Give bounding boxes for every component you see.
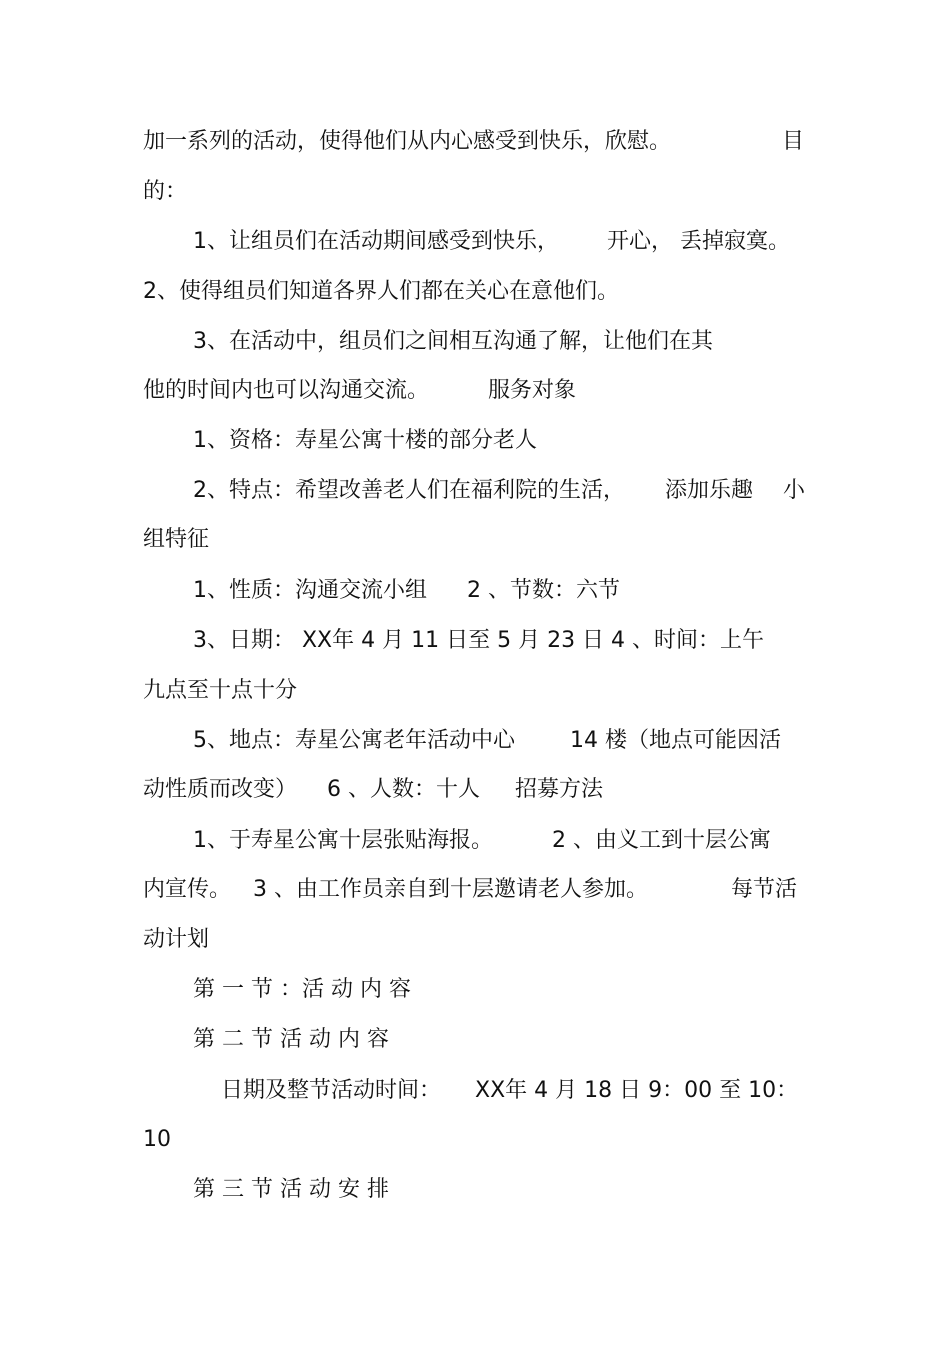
session-heading: 第 二 节 活 动 内 容 <box>193 1027 389 1052</box>
text-line: 3 、由工作员亲自到十层邀请老人参加。 <box>253 877 648 902</box>
text-line: 5、地点：寿星公寓老年活动中心 <box>193 728 515 753</box>
text-line: 日期及整节活动时间： <box>221 1078 442 1103</box>
text-line: 他的时间内也可以沟通交流。 <box>143 378 430 403</box>
text-line: 6 、人数：十人 <box>327 777 480 802</box>
text-line: 动性质而改变） <box>143 777 298 802</box>
text-line: 目 <box>782 129 805 154</box>
section-heading: 组特征 <box>143 527 210 552</box>
section-heading: 招募方法 <box>515 777 604 802</box>
text-line: 1、让组员们在活动期间感受到快乐， <box>193 229 559 254</box>
text-line: 1、性质：沟通交流小组 <box>193 578 427 603</box>
session-heading: 第 一 节 ：活 动 内 容 <box>193 977 411 1002</box>
section-heading: 服务对象 <box>488 378 577 403</box>
text-line: XX年 4 月 18 日 9：00 至 10： <box>475 1078 799 1103</box>
text-line: 添加乐趣 <box>665 478 754 503</box>
text-line: 2 、节数：六节 <box>467 578 620 603</box>
text-line: 2 、由义工到十层公寓 <box>552 828 771 853</box>
text-line: 丢掉寂寞。 <box>680 229 791 254</box>
text-line: 10 <box>143 1127 171 1152</box>
text-line: 加一系列的活动，使得他们从内心感受到快乐，欣慰。 <box>143 129 672 154</box>
text-line: 3、日期： XX年 4 月 11 日至 5 月 23 日 4 、时间：上午 <box>193 628 765 653</box>
text-line: 1、于寿星公寓十层张贴海报。 <box>193 828 493 853</box>
session-heading: 第 三 节 活 动 安 排 <box>193 1177 389 1202</box>
text-line: 开心， <box>607 229 674 254</box>
text-line: 九点至十点十分 <box>143 678 298 703</box>
section-heading: 小 <box>783 478 806 503</box>
section-heading: 动计划 <box>143 927 210 952</box>
text-line: 3、在活动中，组员们之间相互沟通了解，让他们在其 <box>193 329 713 354</box>
text-line: 2、使得组员们知道各界人们都在关心在意他们。 <box>143 279 619 304</box>
text-line: 1、资格：寿星公寓十楼的部分老人 <box>193 428 537 453</box>
section-heading: 每节活 <box>731 877 798 902</box>
text-line: 的： <box>143 179 188 204</box>
text-line: 14 楼（地点可能因活 <box>570 728 781 753</box>
text-line: 2、特点：希望改善老人们在福利院的生活， <box>193 478 625 503</box>
text-line: 内宣传。 <box>143 877 232 902</box>
